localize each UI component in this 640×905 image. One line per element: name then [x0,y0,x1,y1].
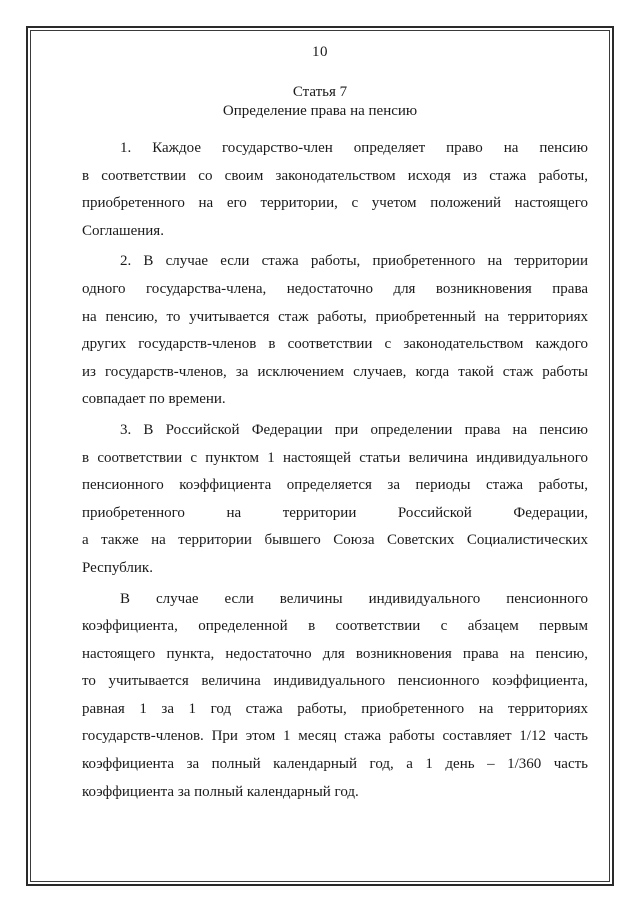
text-line: в соответствии с пунктом 1 настоящей статьи величина индивидуального [82,449,588,466]
text-line: а также на территории бывшего Союза Советских Социалистических [82,532,588,549]
text-line: то учитывается величина индивидуального пенсионного коэффициента, [82,673,588,690]
text-line: коэффициента за полный календарный год. [82,783,359,800]
text-line: из государств-членов, за исключением случаев, когда такой стаж работы [82,363,588,380]
text-line: в соответствии со своим законодательством исходя из стажа работы, [82,167,588,184]
text-line: 2. В случае если стажа работы, приобретенного на территории [120,253,588,270]
article-number-title: Статья 7 [292,84,348,100]
text-line: пенсионного коэффициента определяется за периоды стажа работы, [82,477,588,494]
article-heading [0,83,640,121]
article-body [82,135,588,806]
text-line: коэффициента, определенной в соответствии с абзацем первым [82,618,588,635]
text-line: Республик. [82,559,153,576]
text-line: равная 1 за 1 год стажа работы, приобретенного на территориях [82,700,588,717]
paragraph-4 [82,586,588,807]
text-line: В случае если величины индивидуального пенсионного [120,590,588,607]
text-line: настоящего пункта, недостаточно для возникновения права на пенсию, [82,645,588,662]
article-subject-title: Определение права на пенсию [222,103,418,119]
text-line: совпадает по времени. [82,391,226,408]
text-line: Соглашения. [82,222,164,239]
text-line: 3. В Российской Федерации при определении права на пенсию [120,421,588,438]
page-number: 10 [312,44,328,60]
paragraph-2 [82,248,588,414]
text-line: приобретенного на территории Российской Федерации, [82,504,588,521]
paragraph-3 [82,417,588,583]
text-line: приобретенного на его территории, с учетом положений настоящего [82,195,588,212]
paragraph-1 [82,135,588,245]
text-line: 1. Каждое государство-член определяет право на пенсию [120,140,588,156]
text-line: коэффициента за полный календарный год, а 1 день – 1/360 часть [82,756,588,773]
text-line: государств-членов. При этом 1 месяц стажа работы составляет 1/12 часть [82,728,588,745]
text-line: одного государства-члена, недостаточно для возникновения права [82,280,588,297]
text-line: на пенсию, то учитывается стаж работы, приобретенный на территориях [82,308,588,325]
text-line: других государств-членов в соответствии с законодательством каждого [82,336,588,353]
